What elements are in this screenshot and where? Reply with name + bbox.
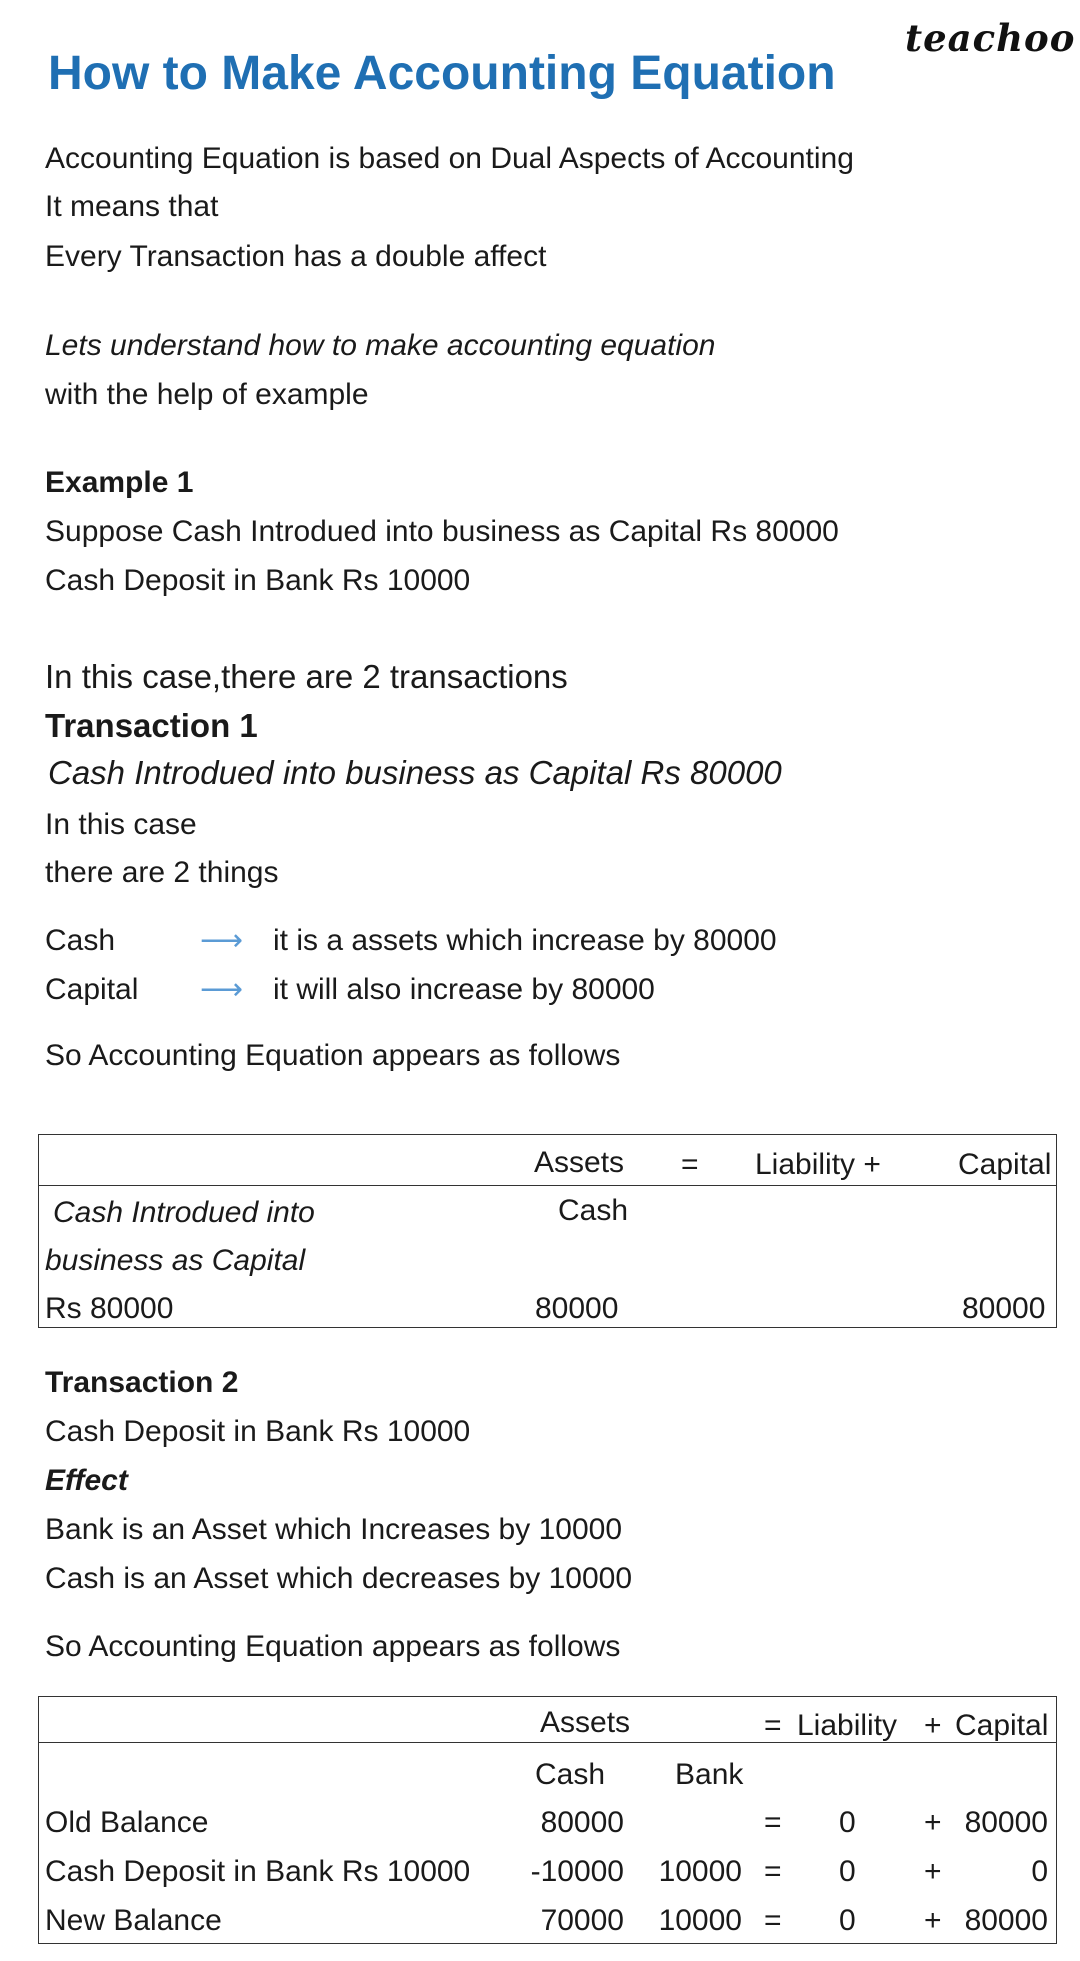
arrow-right-icon: ⟶ <box>200 924 244 957</box>
table-row-equals: = <box>764 1855 782 1888</box>
table-row-cash: 70000 <box>540 1904 624 1937</box>
transaction-2-desc: Cash Deposit in Bank Rs 10000 <box>45 1415 471 1448</box>
transaction-2-heading: Transaction 2 <box>45 1366 239 1399</box>
table-1-capital-header: Capital <box>958 1148 1052 1181</box>
so-equation-line-2: So Accounting Equation appears as follows <box>45 1630 621 1663</box>
so-equation-line-1: So Accounting Equation appears as follows <box>45 1039 621 1072</box>
table-row-label: Cash Deposit in Bank Rs 10000 <box>45 1855 471 1888</box>
table-row-equals: = <box>764 1806 782 1839</box>
table-1-desc-line-3: Rs 80000 <box>45 1292 174 1325</box>
table-row-bank: 10000 <box>658 1904 742 1937</box>
table-2-bank-subheader: Bank <box>675 1758 744 1791</box>
table-row-capital: 80000 <box>964 1904 1048 1937</box>
example-heading: Example 1 <box>45 466 194 499</box>
table-1-cash-subheader: Cash <box>558 1194 629 1227</box>
table-row-capital: 80000 <box>964 1806 1048 1839</box>
table-1-assets-value: 80000 <box>535 1292 619 1325</box>
arrow-right-icon: ⟶ <box>200 973 244 1006</box>
table-row-cash: 80000 <box>540 1806 624 1839</box>
table-row-equals: = <box>764 1904 782 1937</box>
table-row-cash: -10000 <box>530 1855 624 1888</box>
capital-explanation: it will also increase by 80000 <box>273 973 655 1006</box>
intro-line-1: Accounting Equation is based on Dual Aspects of Accounting <box>45 142 854 175</box>
table-1-desc-line-1: Cash Introdued into <box>53 1196 315 1229</box>
intro-line-2: It means that <box>45 190 219 223</box>
example-line-1: Suppose Cash Introdued into business as Capital Rs 80000 <box>45 515 839 548</box>
table-1-desc-line-2: business as Capital <box>45 1244 306 1277</box>
effect-line-2: Cash is an Asset which decreases by 10000 <box>45 1562 633 1595</box>
table-row-bank: 10000 <box>658 1855 742 1888</box>
page-title: How to Make Accounting Equation <box>48 47 836 100</box>
capital-term: Capital <box>45 973 139 1006</box>
effect-heading: Effect <box>45 1464 128 1497</box>
cash-explanation: it is a assets which increase by 80000 <box>273 924 777 957</box>
transaction-1-heading: Transaction 1 <box>45 707 258 744</box>
table-1-capital-value: 80000 <box>962 1292 1046 1325</box>
table-row-liability: 0 <box>839 1806 856 1839</box>
table-1-assets-header: Assets <box>534 1146 625 1179</box>
case-line: In this case,there are 2 transactions <box>45 658 568 695</box>
two-things-line: there are 2 things <box>45 856 279 889</box>
table-row-liability: 0 <box>839 1904 856 1937</box>
lets-understand-line: Lets understand how to make accounting equation <box>45 329 716 362</box>
teachoo-logo: teachoo <box>905 16 1076 60</box>
table-2-capital-header: Capital <box>955 1709 1049 1742</box>
table-row-liability: 0 <box>839 1855 856 1888</box>
table-row-capital: 0 <box>1031 1855 1048 1888</box>
cash-term: Cash <box>45 924 116 957</box>
table-2-liability-header: Liability <box>797 1709 898 1742</box>
table-2-assets-header: Assets <box>540 1706 631 1739</box>
with-help-line: with the help of example <box>45 378 369 411</box>
table-2-plus-header: + <box>924 1709 942 1742</box>
table-2-cash-subheader: Cash <box>535 1758 606 1791</box>
table-row-plus: + <box>924 1855 942 1888</box>
table-1-liability-header: Liability + <box>755 1148 881 1181</box>
effect-line-1: Bank is an Asset which Increases by 10000 <box>45 1513 623 1546</box>
table-2-equals-header: = <box>764 1709 782 1742</box>
in-this-case-line: In this case <box>45 808 197 841</box>
table-1-equals-header: = <box>681 1148 699 1181</box>
table-row-label: New Balance <box>45 1904 222 1937</box>
transaction-1-desc: Cash Introdued into business as Capital Rs 80000 <box>48 754 782 791</box>
table-row-label: Old Balance <box>45 1806 209 1839</box>
table-row-plus: + <box>924 1806 942 1839</box>
example-line-2: Cash Deposit in Bank Rs 10000 <box>45 564 471 597</box>
intro-line-3: Every Transaction has a double affect <box>45 240 547 273</box>
table-row-plus: + <box>924 1904 942 1937</box>
